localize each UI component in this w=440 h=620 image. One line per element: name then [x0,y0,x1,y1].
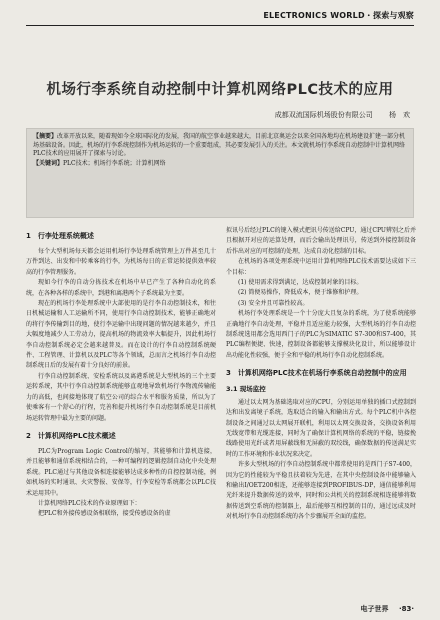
publication-name: 电子世界 [360,605,389,613]
paragraph: 计算机网络PLC技术的作业原理如下： [38,499,141,507]
list-item: (3) 安全并且可靠性较高。 [238,299,309,307]
left-column [26,224,216,520]
keywords-label: 【关键词】 [33,159,64,167]
article-title: 机场行李系统自动控制中计算机网络PLC技术的应用 [46,82,394,98]
section-3-1-heading: 3.1 现场监控 [226,385,266,394]
paragraph: 机场行李处理系统是一个十分庞大且复杂的系统，为了使系统能够正确地行李自动处理，平稳并且适应能力较强，大型机场的行李自动控制系统选用都会选用西门子的PLC为SIMATIC S7-300和S7-400，其PLC编程便捷、快速，控制设备都能够支撑模块化设计，所以能够设计出功能化性较强，便于全和平稳的机场行李自动化控制系统。 [226,310,416,359]
running-header [0,10,440,24]
affiliation: 成都双流国际机场股份有限公司 [274,111,373,119]
paragraph: 在机场的各项处理系统中运用计算机网络PLC技术需要达成如下三个目标： [226,258,416,276]
list-item: (1) 使用需求得到满足，达成控制对象的目标。 [238,279,363,287]
page-number: ·83· [398,605,414,613]
paragraph: PLC为Program Logic Control的缩写，其能够和计算机连接，并且能够和通信系统相结合的，一种可编程的逻辑控制自动化中央处理系统。PLC通过与其他设备相连接能够达成多种性的自控控制功能，例如机场的实时通讯、火灾警报、安保等，行李安检等系统都会以PLC技术运用其中。 [26,447,216,497]
keywords-text: PLC技术；机场行李系统；计算机网络 [63,159,166,167]
paragraph: 把PLC和外接传感设备相联络，接受传感设备的虚 [38,510,171,518]
right-column [226,226,416,523]
section-2-heading: 2 计算机网络PLC技术概述 [26,431,116,440]
section-3-heading: 3 计算机网络PLC技术在机场行李系统自动控制中的应用 [226,369,407,378]
byline [261,110,410,120]
paragraph: 行李自动控制系统、安检系统以及离港系统是大型机场的三个主要运转系统，其中行李自动控制系统能够直观地导致机场行李物流传输能力的高低，也间接地体现了航空公司的综合水平和服务质量，所以为了使乘客有一个舒心的行程，完善和提升机场行李自动控制系统是目前机场运转管理中最为主要的问题。 [26,372,216,422]
paragraph: 拟讯号后经过PLC的键入模式把讯号传送给CPU，通过CPU辨别之后并且根据开对应的运算处理，而后会输出处理讯号，传送到外接控制设备后作出对应的可控制的处理，达成自动化控制的目标。 [226,227,416,255]
paragraph: 通过以太网为基础选取对应的CPU，分别运用单独的插口式控制到达和出发离境子系统，选取适合的输入和输出方式。每个PLC机中各控制设备之间通过以太网展开联机，利用以太网交换设备，交换设备利用无线宽带和光缆连接，同时为了确保计算机网络的系统的平稳，链接挽线路使用光纤或者用屏蔽线和无屏蔽的双绞线，确保数据的传送满足实时的工作环境和作业状况来决定。 [226,398,416,458]
paragraph: 每个大型机场每天都会运用机场行李处理系统管理上万件甚至几十万件到达、出发和中转乘客的行李，为机场每日的正常运转提供效率较高的行李管理服务。 [26,248,216,276]
section-1-heading: 1 行李处理系统概述 [26,232,94,240]
abstract-label: 【摘要】 [33,133,58,140]
page-footer [353,604,415,614]
author: 杨 欢 [389,111,410,119]
header-rule [26,25,414,26]
running-head-text: ELECTRONICS WORLD・探索与观察 [263,11,414,20]
paragraph: 现在的机场行李处理系统中大部使用的是行李自动控制技术，和往日机械运输和人工运输所不同，使用行李自动控制技术，能够正确地对的将行李传输到目的地，使行李运输中出现问题的情况越来越少，并且大幅度地减少人工劳动力，提高机场的物流效率大幅提升，因此机场行李自动控制系统必定会越来越普及。而在设计的行李自动控制系统硬件、工程管理、计算机以及PLC等各个领域，总而言之机场行李自动控制系统日后的发展有着十分良好的前景。 [26,300,216,370]
abstract-text: 改革开放以来，随着现如今全球国际化的发展，我国的航空事业越来越大，目前北京奥运会以来全国各地均在机场建设扩建一部分机场基础设备。因此，机场的行李系统控制作为机场运转的一个重要组成，其必要发展引入的关注。本文就机场行李系统自动控制中计算机网络PLC技术的应用展开了探索与讨论。 [33,133,406,158]
list-item: (2) 简便易操作，降低成本，便于维修和护理。 [238,289,363,297]
paragraph: 现如今行李的自动分拣技术在机场中早已产生了各种自动化的系统，在各种各样的系统中，到港和离港两个子系统最为主要。 [26,279,216,297]
paragraph: 许多大型机场的行李自动控制系统中都常使用的是西门子S7-400，因为它的性能较为平稳且扶着较为先进，在其中央控制设备中能够输入和输出I/OET200相连，还能够连接到PROFIBUS-DP，通信能够利用光纤来提升数据传送的效率，同时和公共机关的控制系统相连能够将数据传送到空系统的控制器上，最后能够互相控制的目的，通过远成及时对机场行李自动控制系统的各个步骤展开全面的监控。 [226,461,416,521]
abstract-box [26,128,414,218]
